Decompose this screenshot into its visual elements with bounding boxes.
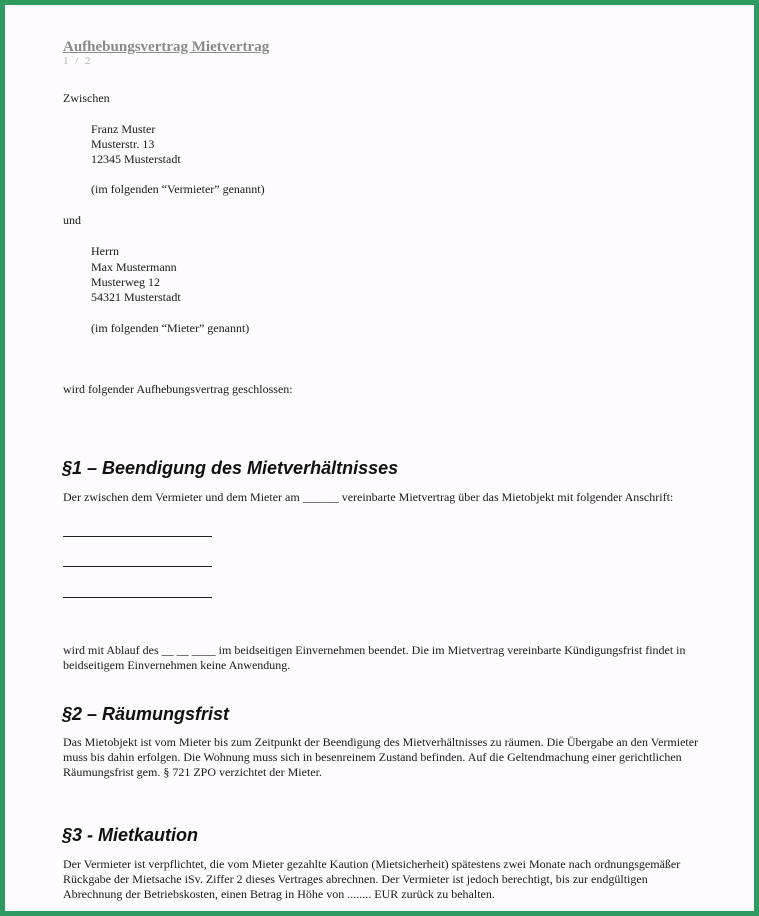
section-2-text: Das Mietobjekt ist vom Mieter bis zum Zeitpunkt der Beendigung des Mietverhältnisses zu räumen. Die Übergabe an den Vermieter muss bis dahin erfolgen. Die Wohnung muss sich in besenreinem Zustand befinden. Auf die Geltendmachung einer gerichtlichen Räumungsfrist gem. § 721 ZPO verzichtet der Mieter.	[63, 735, 699, 779]
section-3-heading: §3 - Mietkaution	[62, 825, 199, 845]
address-blank-line	[63, 566, 212, 567]
address-blank-line	[63, 597, 212, 598]
tenant-street: Musterweg 12	[91, 275, 160, 289]
document-subtitle: 1 / 2	[63, 55, 93, 67]
tenant-city: 54321 Musterstadt	[91, 290, 181, 304]
section-2-heading: §2 – Räumungsfrist	[62, 704, 230, 724]
landlord-designation: (im folgenden “Vermieter” genannt)	[91, 182, 265, 196]
tenant-designation: (im folgenden “Mieter” genannt)	[91, 321, 250, 335]
address-blank-line	[63, 536, 212, 537]
tenant-salutation: Herrn	[91, 244, 119, 258]
and-label: und	[63, 213, 81, 227]
section-3-text: Der Vermieter ist verpflichtet, die vom Mieter gezahlte Kaution (Mietsicherheit) spätestens zwei Monate nach ordnungsgemäßer Rückgabe der Mietsache iSv. Ziffer 2 dieses Vertrages abrechnen. Der Vermieter ist jedoch berechtigt, bis zur endgültigen Abrechnung der Betriebskosten, einen Betrag in Höhe von ........ EUR zurück zu behalten.	[63, 857, 681, 901]
section-1-text: Der zwischen dem Vermieter und dem Mieter am ______ vereinbarte Mietvertrag über das Mietobjekt mit folgender Anschrift:	[63, 490, 674, 504]
landlord-street: Musterstr. 13	[91, 137, 155, 151]
contract-intro: wird folgender Aufhebungsvertrag geschlossen:	[63, 382, 293, 396]
tenant-name: Max Mustermann	[91, 260, 177, 274]
landlord-city: 12345 Musterstadt	[91, 152, 181, 166]
section-1-text-after: wird mit Ablauf des __ __ ____ im beidseitigen Einvernehmen beendet. Die im Mietvertrag vereinbarte Kündigungsfrist findet in beidseitigem Einvernehmen keine Anwendung.	[63, 643, 686, 672]
between-label: Zwischen	[63, 91, 110, 105]
section-1-heading: §1 – Beendigung des Mietverhältnisses	[62, 458, 399, 478]
document-page	[5, 5, 754, 911]
landlord-name: Franz Muster	[91, 122, 156, 136]
document-title: Aufhebungsvertrag Mietvertrag	[63, 39, 270, 55]
